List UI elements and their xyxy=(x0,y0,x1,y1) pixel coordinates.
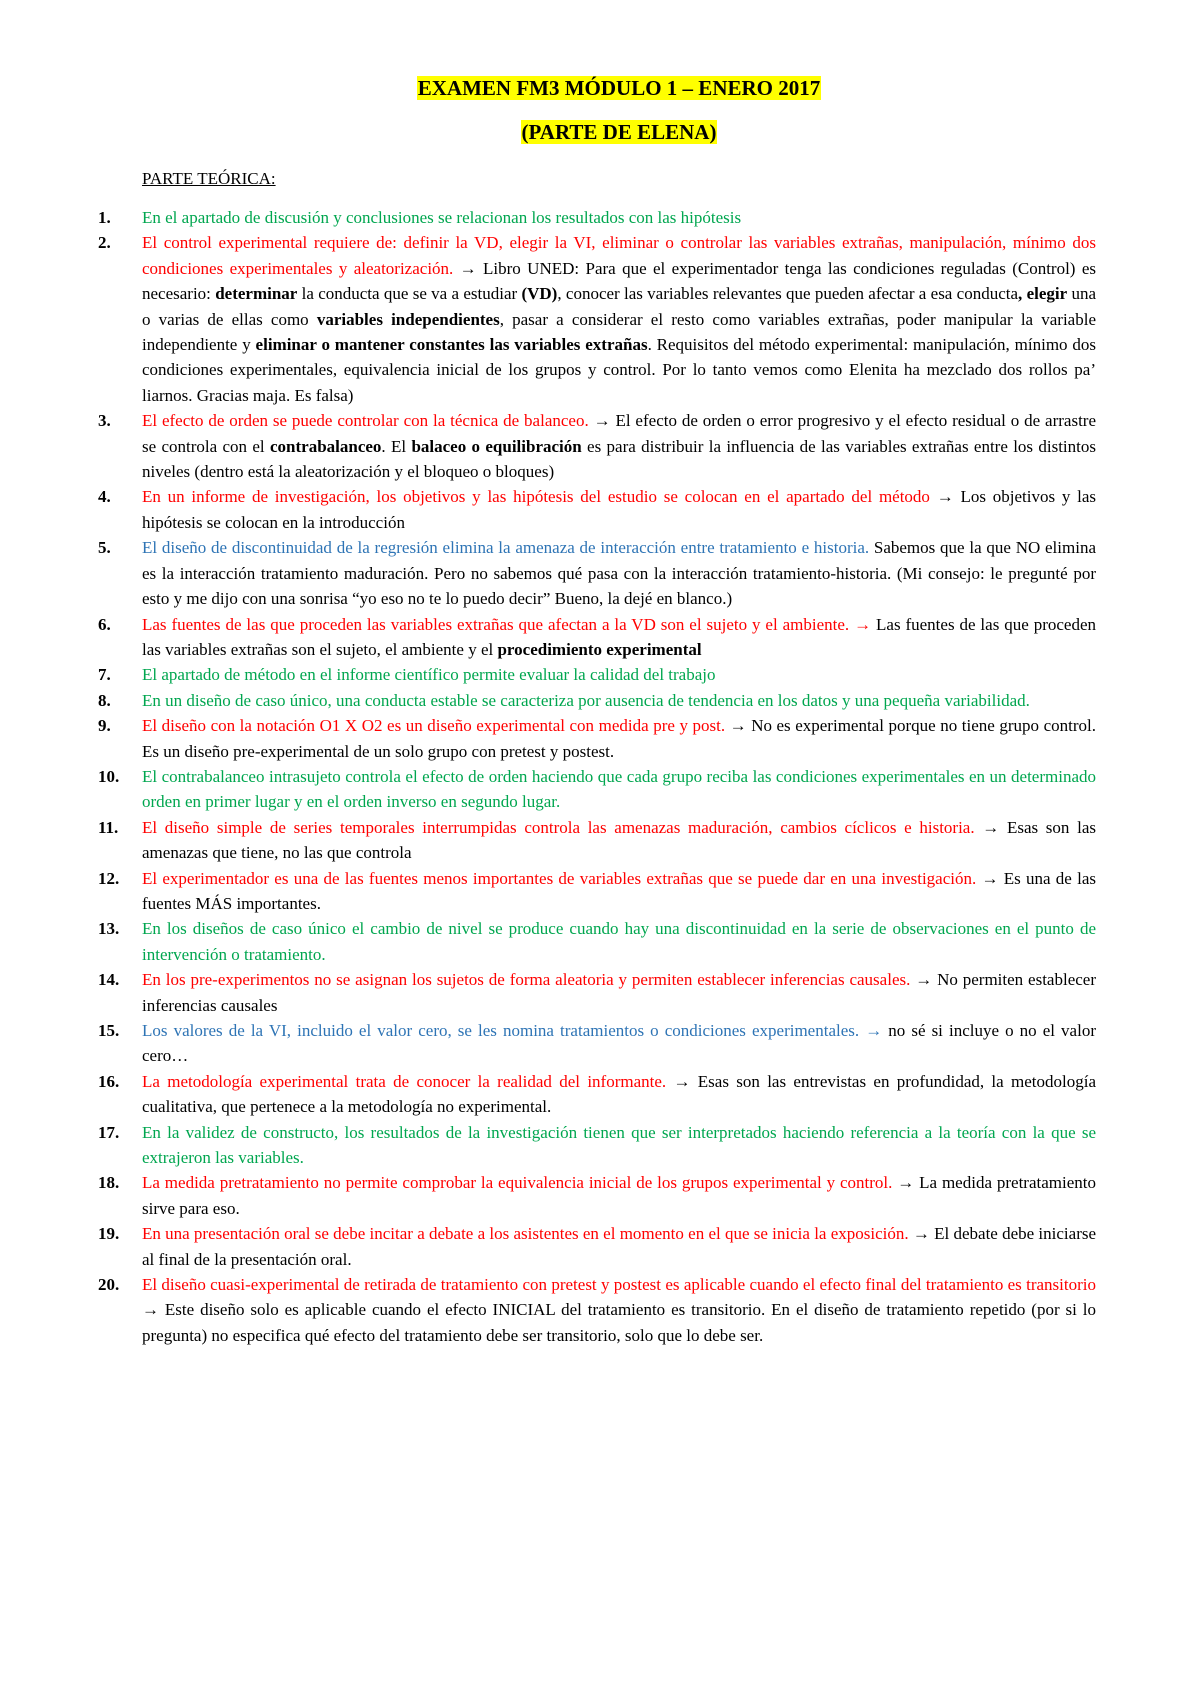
question-explanation: , pasar a considerar el resto como variables extrañas, poder manipular la variable independiente y xyxy=(142,309,1096,355)
question-explanation: → El debate debe iniciarse al final de la presentación oral. xyxy=(142,1224,1097,1269)
question-item xyxy=(98,764,1096,815)
question-statement: Las fuentes de las que proceden las variables extrañas que afectan a la VD son el sujeto y el ambiente. → xyxy=(142,614,872,634)
question-explanation: variables independientes xyxy=(316,309,500,329)
question-number: 13. xyxy=(98,919,120,939)
question-item xyxy=(98,688,1096,713)
question-number: 6. xyxy=(98,614,111,634)
question-statement: Los valores de la VI, incluido el valor cero, se les nomina tratamientos o condiciones experimentales. → xyxy=(142,1021,883,1040)
question-statement: El diseño de discontinuidad de la regresión elimina la amenaza de interacción entre tratamiento e historia. xyxy=(142,538,870,558)
question-statement: El contrabalanceo intrasujeto controla el efecto de orden haciendo que cada grupo reciba las condiciones experimentales en un determinado orden en primer lugar y en el orden inverso en segundo lugar. xyxy=(142,766,1096,812)
question-explanation: → Esas son las entrevistas en profundidad, la metodología cualitativa, que pertenece a la metodología no experimental. xyxy=(142,1071,1096,1117)
question-explanation: balaceo o equilibración xyxy=(411,436,582,456)
question-statement: En una presentación oral se debe incitar a debate a los asistentes en el momento en el que se inicia la exposición. xyxy=(142,1224,909,1244)
question-number: 18. xyxy=(98,1173,120,1193)
question-item xyxy=(98,484,1096,535)
question-number: 14. xyxy=(98,970,120,990)
question-explanation: → No permiten establecer inferencias causales xyxy=(142,970,1096,1015)
question-explanation: → Libro UNED: Para que el experimentador tenga las condiciones reguladas (Control) es necesario: xyxy=(142,258,1096,304)
question-item xyxy=(98,866,1096,917)
question-number: 11. xyxy=(98,817,119,837)
question-statement: En la validez de constructo, los resultados de la investigación tienen que ser interpretados haciendo referencia a la teoría con la que se extrajeron las variables. xyxy=(142,1122,1096,1168)
question-statement: El diseño simple de series temporales interrumpidas controla las amenazas maduración, cambios cíclicos e historia. xyxy=(142,817,975,837)
question-number: 16. xyxy=(98,1071,120,1091)
question-explanation: eliminar o mantener constantes las variables extrañas xyxy=(255,335,648,355)
question-number: 12. xyxy=(98,868,120,888)
question-item xyxy=(98,662,1096,687)
question-explanation: es para distribuir la influencia de las variables extrañas entre los distintos niveles (dentro está la aleatorización y el bloqueo o bloques) xyxy=(142,436,1096,482)
question-item xyxy=(98,1221,1097,1272)
question-explanation: , conocer las variables relevantes que pueden afectar a esa conducta xyxy=(557,284,1019,304)
question-statement: En un diseño de caso único, una conducta estable se caracteriza por ausencia de tendencia en los datos y una pequeña variabilidad. xyxy=(142,690,1030,710)
question-explanation: → No es experimental porque no tiene grupo control. Es un diseño pre-experimental de un solo grupo con pretest y postest. xyxy=(142,716,1096,761)
document-subtitle: (PARTE DE ELENA) xyxy=(521,120,717,144)
questions-list xyxy=(98,205,1097,1348)
question-explanation: → El efecto de orden o error progresivo y el efecto residual o de arrastre se controla con el xyxy=(142,411,1096,456)
question-explanation: , elegir xyxy=(1018,284,1068,304)
question-item xyxy=(98,535,1096,611)
question-explanation: → La medida pretratamiento sirve para eso. xyxy=(142,1173,1096,1218)
question-statement: En el apartado de discusión y conclusiones se relacionan los resultados con las hipótesis xyxy=(142,208,742,227)
question-number: 20. xyxy=(98,1275,120,1295)
question-number: 9. xyxy=(98,716,111,736)
question-statement: En los diseños de caso único el cambio de nivel se produce cuando hay una discontinuidad en la serie de observaciones en el punto de intervención o tratamiento. xyxy=(142,919,1096,964)
question-statement: En un informe de investigación, los objetivos y las hipótesis del estudio se colocan en el apartado del método xyxy=(142,487,930,507)
question-item xyxy=(98,1018,1096,1069)
question-number: 15. xyxy=(98,1021,120,1040)
question-statement: La metodología experimental trata de conocer la realidad del informante. xyxy=(142,1071,667,1091)
question-number: 2. xyxy=(98,233,111,253)
question-statement: El control experimental requiere de: definir la VD, elegir la VI, eliminar o controlar las variables extrañas, manipulación, mínimo dos condiciones experimentales y aleatorización. xyxy=(142,233,1096,278)
question-explanation: Las fuentes de las que proceden las variables extrañas son el sujeto, el ambiente y el xyxy=(142,614,1096,659)
question-number: 7. xyxy=(98,665,111,685)
question-explanation: → Es una de las fuentes MÁS importantes. xyxy=(142,868,1096,913)
question-item xyxy=(98,1120,1096,1171)
question-number: 8. xyxy=(98,690,111,710)
question-number: 10. xyxy=(98,766,120,786)
question-explanation: . El xyxy=(381,436,412,456)
question-explanation: (VD) xyxy=(521,284,558,304)
question-item xyxy=(98,1069,1096,1120)
question-explanation: → Esas son las amenazas que tiene, no las que controla xyxy=(142,817,1096,863)
question-number: 1. xyxy=(98,208,111,227)
question-item xyxy=(98,815,1096,866)
question-statement: El efecto de orden se puede controlar con la técnica de balanceo. xyxy=(142,411,589,431)
question-number: 4. xyxy=(98,487,111,507)
question-number: 17. xyxy=(98,1122,120,1142)
question-number: 19. xyxy=(98,1224,120,1244)
question-explanation: no sé si incluye o no el valor cero… xyxy=(142,1021,1096,1066)
question-explanation: una o varias de ellas como xyxy=(142,284,1096,329)
question-statement: El apartado de método en el informe científico permite evaluar la calidad del trabajo xyxy=(142,665,716,685)
question-explanation: contrabalanceo xyxy=(269,436,382,456)
question-item xyxy=(98,408,1096,484)
question-item xyxy=(98,612,1096,663)
section-heading: PARTE TEÓRICA: xyxy=(142,169,276,188)
question-item xyxy=(98,967,1096,1018)
question-item xyxy=(98,1170,1096,1221)
question-item xyxy=(98,205,1096,230)
question-statement: En los pre-experimentos no se asignan los sujetos de forma aleatoria y permiten establecer inferencias causales. xyxy=(142,970,911,990)
question-explanation: la conducta que se va a estudiar xyxy=(297,284,522,304)
question-item xyxy=(98,230,1097,408)
question-explanation: procedimiento experimental xyxy=(497,639,702,659)
question-statement: El diseño cuasi-experimental de retirada de tratamiento con pretest y postest es aplicable cuando el efecto final del tratamiento es transitorio xyxy=(142,1275,1096,1295)
question-explanation: → Los objetivos y las hipótesis se colocan en la introducción xyxy=(142,487,1096,532)
question-item xyxy=(98,1272,1096,1348)
question-explanation: → Este diseño solo es aplicable cuando el efecto INICIAL del tratamiento es transitorio. En el diseño de tratamiento repetido (por si lo pregunta) no especifica qué efecto del tratamiento debe ser transitorio, solo que lo debe ser. xyxy=(142,1300,1096,1345)
question-statement: La medida pretratamiento no permite comprobar la equivalencia inicial de los grupos experimental y control. xyxy=(142,1173,893,1193)
question-statement: El diseño con la notación O1 X O2 es un diseño experimental con medida pre y post. xyxy=(142,716,726,736)
question-item xyxy=(98,713,1096,764)
document-title: EXAMEN FM3 MÓDULO 1 – ENERO 2017 xyxy=(417,76,821,100)
question-explanation: . Requisitos del método experimental: manipulación, mínimo dos condiciones experimentales, equivalencia inicial de los grupos y control. Por lo tanto vemos como Elenita ha mezclado dos rollos pa’ liarnos. Gracias maja. Es falsa) xyxy=(142,335,1097,405)
question-explanation: determinar xyxy=(215,284,298,304)
question-item xyxy=(98,916,1096,967)
question-number: 5. xyxy=(98,538,111,558)
question-explanation: Sabemos que la que NO elimina es la interacción tratamiento maduración. Pero no sabemos qué pasa con la interacción tratamiento-historia. (Mi consejo: le pregunté por esto y me dijo con una sonrisa “yo eso no te lo puedo decir” Bueno, la dejé en blanco.) xyxy=(142,538,1096,609)
question-statement: El experimentador es una de las fuentes menos importantes de variables extrañas que se puede dar en una investigación. xyxy=(142,868,977,888)
question-number: 3. xyxy=(98,411,111,431)
